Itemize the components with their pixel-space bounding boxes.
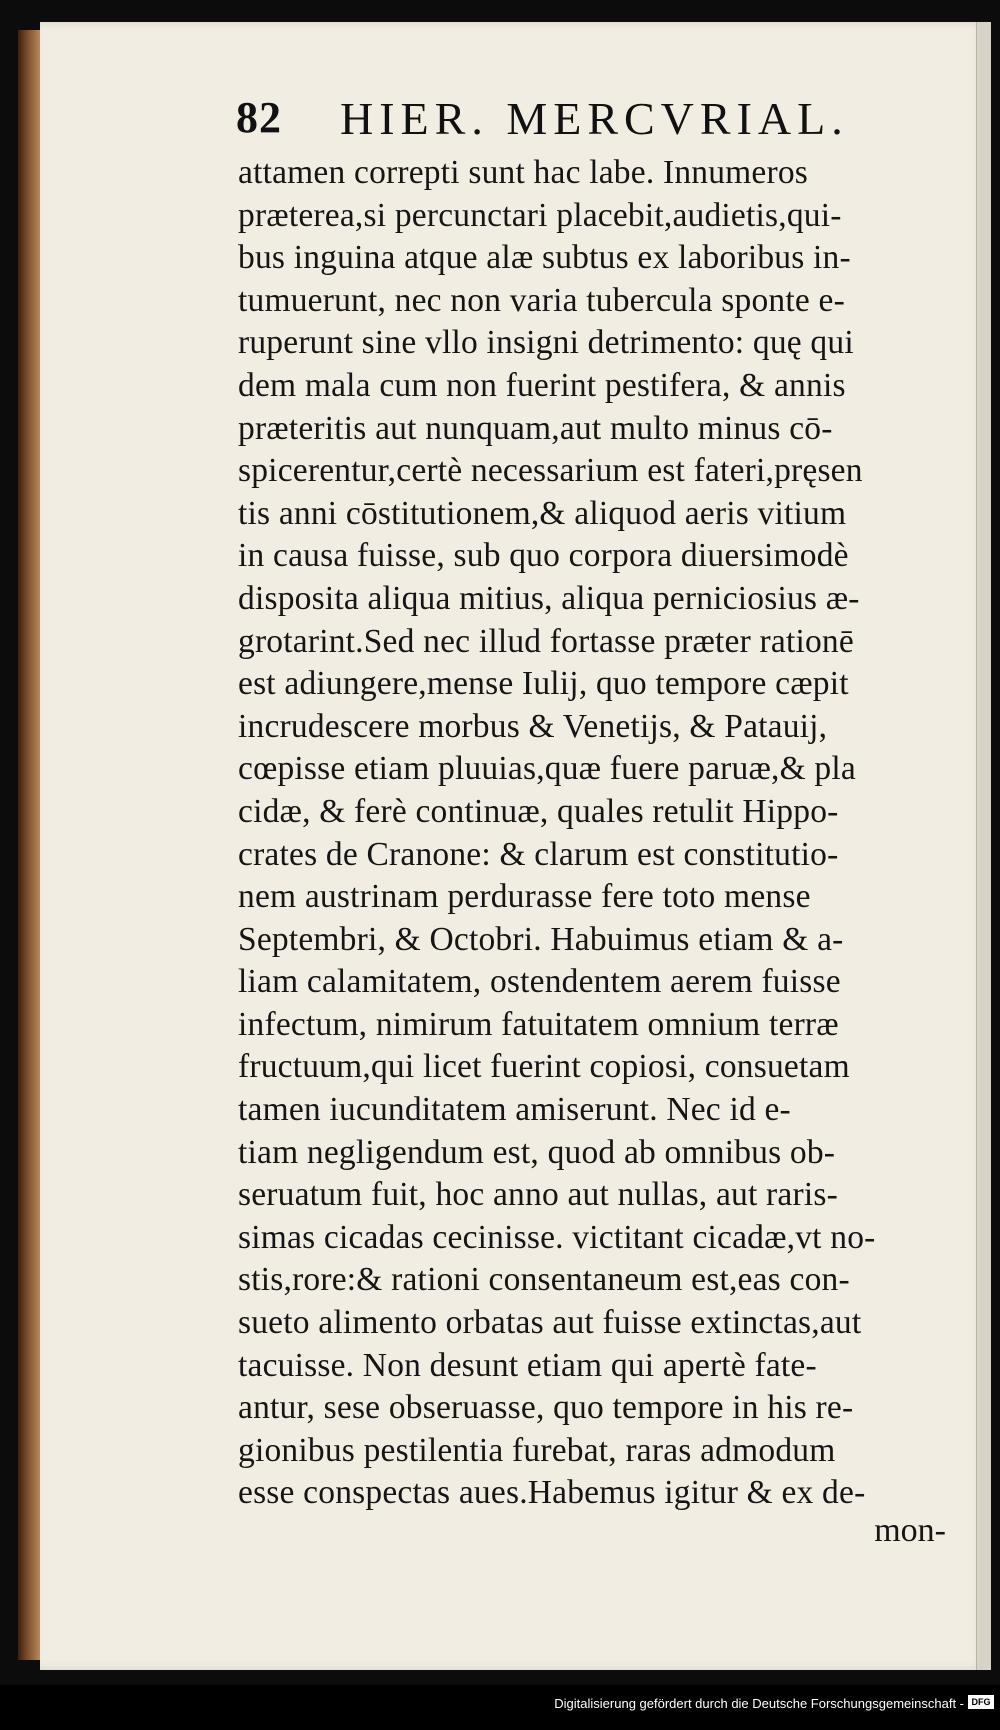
- catchword: mon-: [874, 1512, 946, 1549]
- text-line: stis,rore:& rationi consentaneum est,eas con-: [238, 1261, 850, 1299]
- text-line: fructuum,qui licet fuerint copiosi, consuetam: [238, 1048, 850, 1086]
- text-line: seruatum fuit, hoc anno aut nullas, aut raris-: [238, 1176, 838, 1214]
- text-line: præterea,si percunctari placebit,audietis,qui-: [238, 196, 842, 234]
- text-line: sueto alimento orbatas aut fuisse extinctas,aut: [238, 1304, 862, 1342]
- page-header: [40, 92, 986, 152]
- text-line: infectum, nimirum fatuitatem omnium terræ: [238, 1005, 839, 1043]
- page-fore-edge: [976, 22, 991, 1670]
- text-line: gionibus pestilentia furebat, raras admodum: [238, 1431, 836, 1469]
- text-line: tumuerunt, nec non varia tubercula sponte e-: [238, 281, 845, 319]
- text-line: incrudescere morbus & Venetijs, & Patauij,: [238, 707, 828, 745]
- text-line: tiam negligendum est, quod ab omnibus ob-: [238, 1133, 836, 1171]
- text-line: tamen iucunditatem amiserunt. Nec id e-: [238, 1091, 791, 1129]
- text-line: dem mala cum non fuerint pestifera, & annis: [238, 366, 846, 404]
- body-text: [238, 152, 998, 1515]
- text-line: attamen correpti sunt hac labe. Innumeros: [238, 154, 809, 191]
- text-line: præteritis aut nunquam,aut multo minus cō-: [238, 409, 833, 447]
- text-line: Septembri, & Octobri. Habuimus etiam & a-: [238, 920, 844, 958]
- text-line: simas cicadas cecinisse. victitant cicadæ,vt no-: [238, 1218, 876, 1256]
- text-line: crates de Cranone: & clarum est constitutio-: [238, 835, 839, 873]
- text-line: tis anni cōstitutionem,& aliquod aeris vitium: [238, 494, 847, 532]
- dfg-logo: DFG: [968, 1695, 994, 1709]
- text-line: nem austrinam perdurasse fere toto mense: [238, 878, 811, 916]
- text-line: est adiungere,mense Iulij, quo tempore cæpit: [238, 665, 849, 703]
- text-line: cidæ, & ferè continuæ, quales retulit Hippo-: [238, 792, 839, 830]
- text-line: ruperunt sine vllo insigni detrimento: quę qui: [238, 324, 854, 362]
- text-line: tacuisse. Non desunt etiam qui apertè fate-: [238, 1346, 817, 1384]
- text-line: in causa fuisse, sub quo corpora diuersimodè: [238, 537, 849, 575]
- text-line: spicerentur,certè necessarium est fateri,pręsen: [238, 452, 863, 490]
- footer-bar: [0, 1685, 1000, 1730]
- text-line: grotarint.Sed nec illud fortasse præter rationē: [238, 622, 854, 660]
- text-line: bus inguina atque alæ subtus ex laboribus in-: [238, 239, 851, 277]
- page-number: 82: [236, 93, 282, 142]
- paper-page: [40, 22, 986, 1670]
- text-line: antur, sese obseruasse, quo tempore in his re-: [238, 1389, 854, 1427]
- text-line: cœpisse etiam pluuias,quæ fuere paruæ,& pla: [238, 750, 856, 788]
- catchword-row: [40, 1512, 986, 1556]
- footer-note: Digitalisierung gefördert durch die Deutsche Forschungsgemeinschaft -: [554, 1696, 964, 1711]
- running-head: HIER. MERCVRIAL.: [340, 93, 849, 144]
- binding-edge: [18, 30, 40, 1660]
- text-line: esse conspectas aues.Habemus igitur & ex de-: [238, 1474, 866, 1512]
- text-line: liam calamitatem, ostendentem aerem fuisse: [238, 963, 841, 1001]
- text-line: disposita aliqua mitius, aliqua perniciosius æ-: [238, 579, 860, 617]
